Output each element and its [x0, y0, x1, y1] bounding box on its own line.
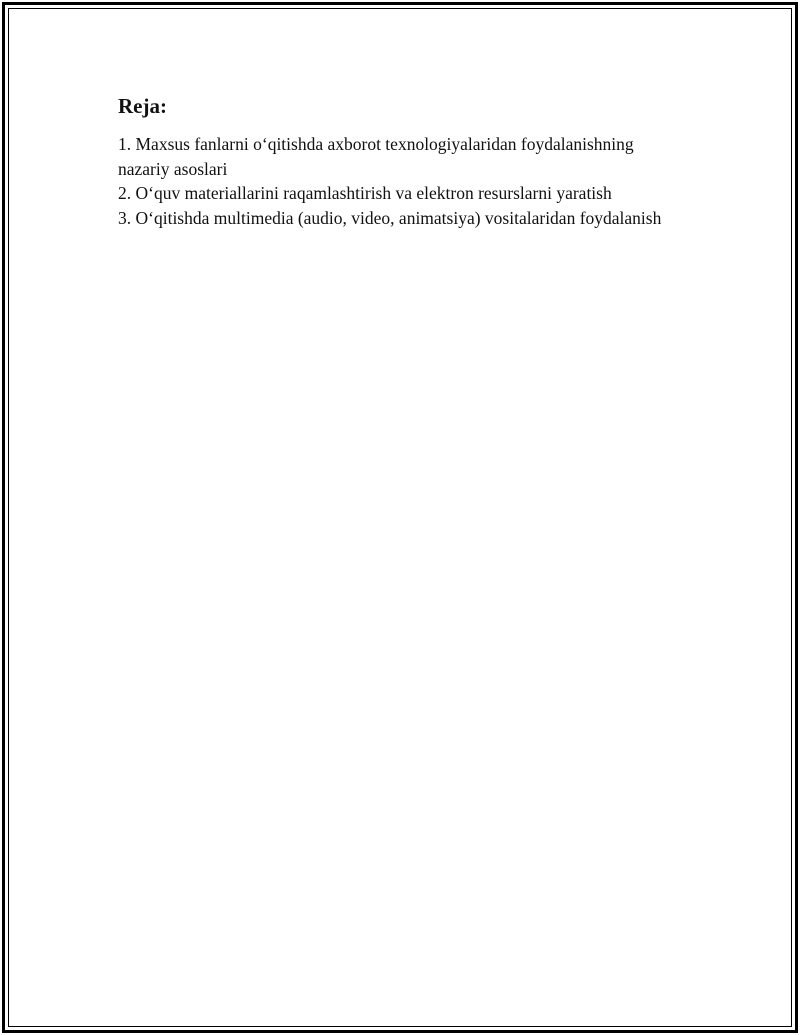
plan-heading: Reja: — [118, 94, 167, 118]
plan-item-2: 2. O‘quv materiallarini raqamlashtirish va elektron resurslarni yaratish — [118, 183, 612, 203]
plan-item-3: 3. O‘qitishda multimedia (audio, video, animatsiya) vositalaridan foydalanish — [118, 207, 662, 228]
plan-item-1: 1. Maxsus fanlarni o‘qitishda axborot texnologiyalaridan foydalanishning nazariy asoslari — [118, 134, 634, 179]
page-content — [118, 92, 678, 230]
plan-list — [118, 132, 678, 230]
